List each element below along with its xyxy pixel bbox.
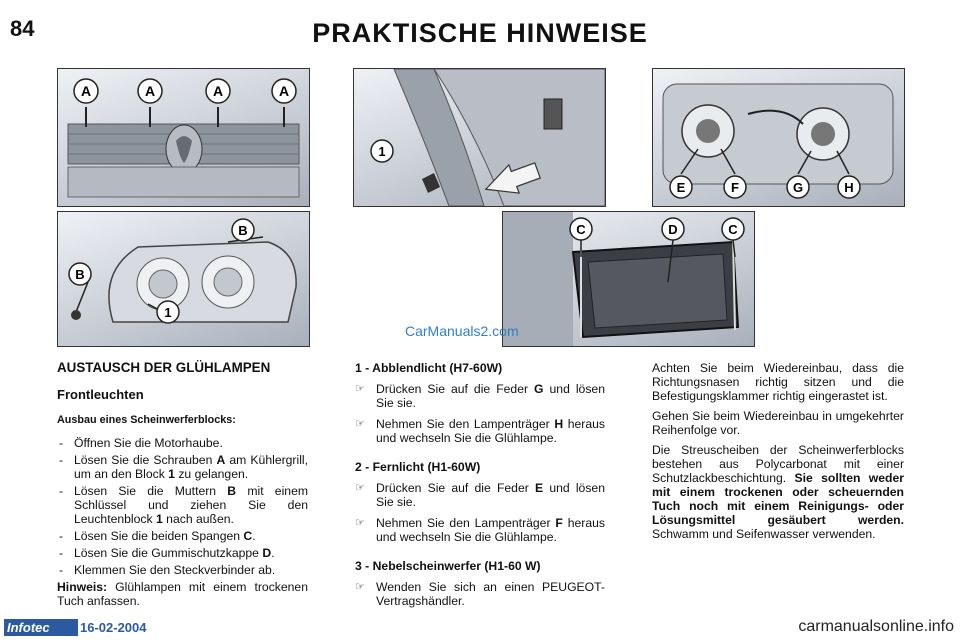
left-column	[57, 361, 308, 608]
step-text: Drücken Sie auf die Feder	[376, 481, 535, 495]
section-title: AUSTAUSCH DER GLÜHLAMPEN	[57, 360, 271, 375]
callout-label: A	[144, 83, 156, 99]
list-item	[57, 484, 308, 526]
paragraph	[652, 443, 904, 541]
item-text: Lösen Sie die Muttern	[74, 484, 228, 498]
lamp-step	[355, 417, 605, 445]
item-ref: D	[262, 546, 272, 560]
middle-column	[355, 361, 605, 608]
callout-label: F	[731, 180, 739, 195]
paragraph: Achten Sie beim Wiedereinbau, dass die Richtungsnasen richtig sitzen und die Befestigungsklammer richtig eingerastet ist.	[652, 361, 904, 403]
dash-marker: -	[59, 436, 64, 450]
hand-pointer-icon: ☞	[355, 517, 365, 529]
step-text: und lösen Sie sie.	[376, 481, 605, 509]
headlamp-photo	[57, 211, 310, 347]
step-text: heraus und wechseln Sie die Glühlampe.	[376, 516, 605, 544]
step-text: Wenden Sie sich an einen PEUGEOT-Vertragshändler.	[376, 580, 605, 608]
lamp-step	[355, 580, 605, 608]
item-ref: C	[243, 529, 253, 543]
paragraph: Gehen Sie beim Wiedereinbau in umgekehrter Reihenfolge vor.	[652, 409, 904, 437]
item-text: .	[271, 546, 275, 560]
paragraph-warning: Sie sollten weder mit einem trockenen oder scheuernden Tuch noch mit einem Reinigungs- oder Lösungsmittel gesäubert werden.	[652, 471, 904, 527]
bulb-connectors-photo	[652, 68, 905, 207]
watermark: CarManuals2.com	[405, 323, 519, 339]
footer-site: carmanualsonline.info	[798, 618, 954, 635]
item-text: Lösen Sie die Schrauben	[74, 453, 217, 467]
item-text: .	[252, 529, 256, 543]
step-text: Drücken Sie auf die Feder	[376, 382, 535, 396]
item-text: zu gelangen.	[174, 467, 249, 481]
bulb-connectors-illustration	[653, 69, 904, 206]
item-text: Lösen Sie die beiden Spangen	[74, 529, 244, 543]
infotec-logo: Infotec	[4, 619, 78, 636]
callout-label: E	[676, 180, 686, 195]
dash-marker: -	[59, 546, 64, 560]
callout-label: C	[728, 222, 738, 237]
paragraph-text: Die Streuscheiben der Scheinwerferblocks bestehen aus Polycarbonat mit einer Schutzlackbeschichtung.	[652, 443, 904, 485]
item-ref: B	[227, 484, 237, 498]
step-ref: G	[534, 382, 544, 396]
grille-illustration	[58, 69, 309, 206]
lamp-title: 3 - Nebelscheinwerfer (H1-60 W)	[355, 559, 541, 573]
callout-label: 1	[164, 305, 172, 320]
list-item	[57, 436, 308, 450]
list-item	[57, 453, 308, 481]
step-text: und lösen Sie sie.	[376, 382, 605, 410]
note-text: Glühlampen mit einem trockenen Tuch anfassen.	[57, 580, 308, 608]
grille-photo	[57, 68, 310, 207]
headlamp-illustration	[58, 212, 309, 346]
item-ref: 1	[168, 467, 175, 481]
hand-pointer-icon: ☞	[355, 418, 365, 430]
item-text: Öffnen Sie die Motorhaube.	[74, 436, 223, 450]
hand-pointer-icon: ☞	[355, 383, 365, 395]
list-item	[57, 563, 308, 577]
item-text: am Kühlergrill, um an den Block	[74, 453, 308, 481]
lamp-title: 1 - Abblendlicht (H7-60W)	[355, 361, 503, 375]
bulb-cover-illustration	[503, 212, 754, 346]
callout-label: H	[844, 180, 854, 195]
note	[57, 580, 308, 608]
callout-label: 1	[378, 144, 386, 159]
page-number: 84	[10, 16, 35, 41]
step-text: Nehmen Sie den Lampenträger	[376, 417, 555, 431]
dash-marker: -	[59, 484, 64, 498]
step-ref: H	[554, 417, 564, 431]
callout-label: B	[75, 267, 85, 282]
callout-label: A	[80, 83, 92, 99]
callout-label: A	[278, 83, 290, 99]
step-text: heraus und wechseln Sie die Glühlampe.	[376, 417, 605, 445]
step-title: Ausbau eines Scheinwerferblocks:	[57, 414, 236, 426]
hand-pointer-icon: ☞	[355, 482, 365, 494]
item-text: nach außen.	[162, 512, 234, 526]
dash-marker: -	[59, 453, 64, 467]
step-text: Nehmen Sie den Lampenträger	[376, 516, 556, 530]
dash-marker: -	[59, 529, 64, 543]
lamp-step	[355, 481, 605, 509]
page-title: PRAKTISCHE HINWEISE	[312, 18, 648, 48]
callout-label: G	[792, 180, 804, 195]
lamp-step	[355, 382, 605, 410]
note-label: Hinweis:	[57, 580, 108, 594]
dash-marker: -	[59, 563, 64, 577]
item-ref: A	[216, 453, 226, 467]
callout-label: C	[576, 222, 586, 237]
lamp-title: 2 - Fernlicht (H1-60W)	[355, 460, 481, 474]
right-column	[652, 361, 904, 541]
callout-label: B	[238, 223, 248, 238]
bulb-cover-photo	[502, 211, 755, 347]
lamp-step	[355, 516, 605, 544]
item-text: Klemmen Sie den Steckverbinder ab.	[74, 563, 276, 577]
item-text: Lösen Sie die Gummischutzkappe	[74, 546, 263, 560]
step-ref: E	[535, 481, 544, 495]
footer-date: 16-02-2004	[80, 620, 147, 635]
list-item	[57, 546, 308, 560]
item-ref: 1	[156, 512, 163, 526]
lamp-housing-photo	[353, 68, 606, 207]
item-text: mit einem Schlüssel und ziehen Sie den Leuchtenblock	[74, 484, 308, 526]
hand-pointer-icon: ☞	[355, 581, 365, 593]
lamp-housing-illustration	[354, 69, 605, 206]
callout-label: A	[212, 83, 224, 99]
sub-title: Frontleuchten	[57, 387, 144, 402]
callout-label: D	[668, 222, 678, 237]
paragraph-text: Schwamm und Seifenwasser verwenden.	[652, 527, 876, 541]
list-item	[57, 529, 308, 543]
step-ref: F	[555, 516, 563, 530]
